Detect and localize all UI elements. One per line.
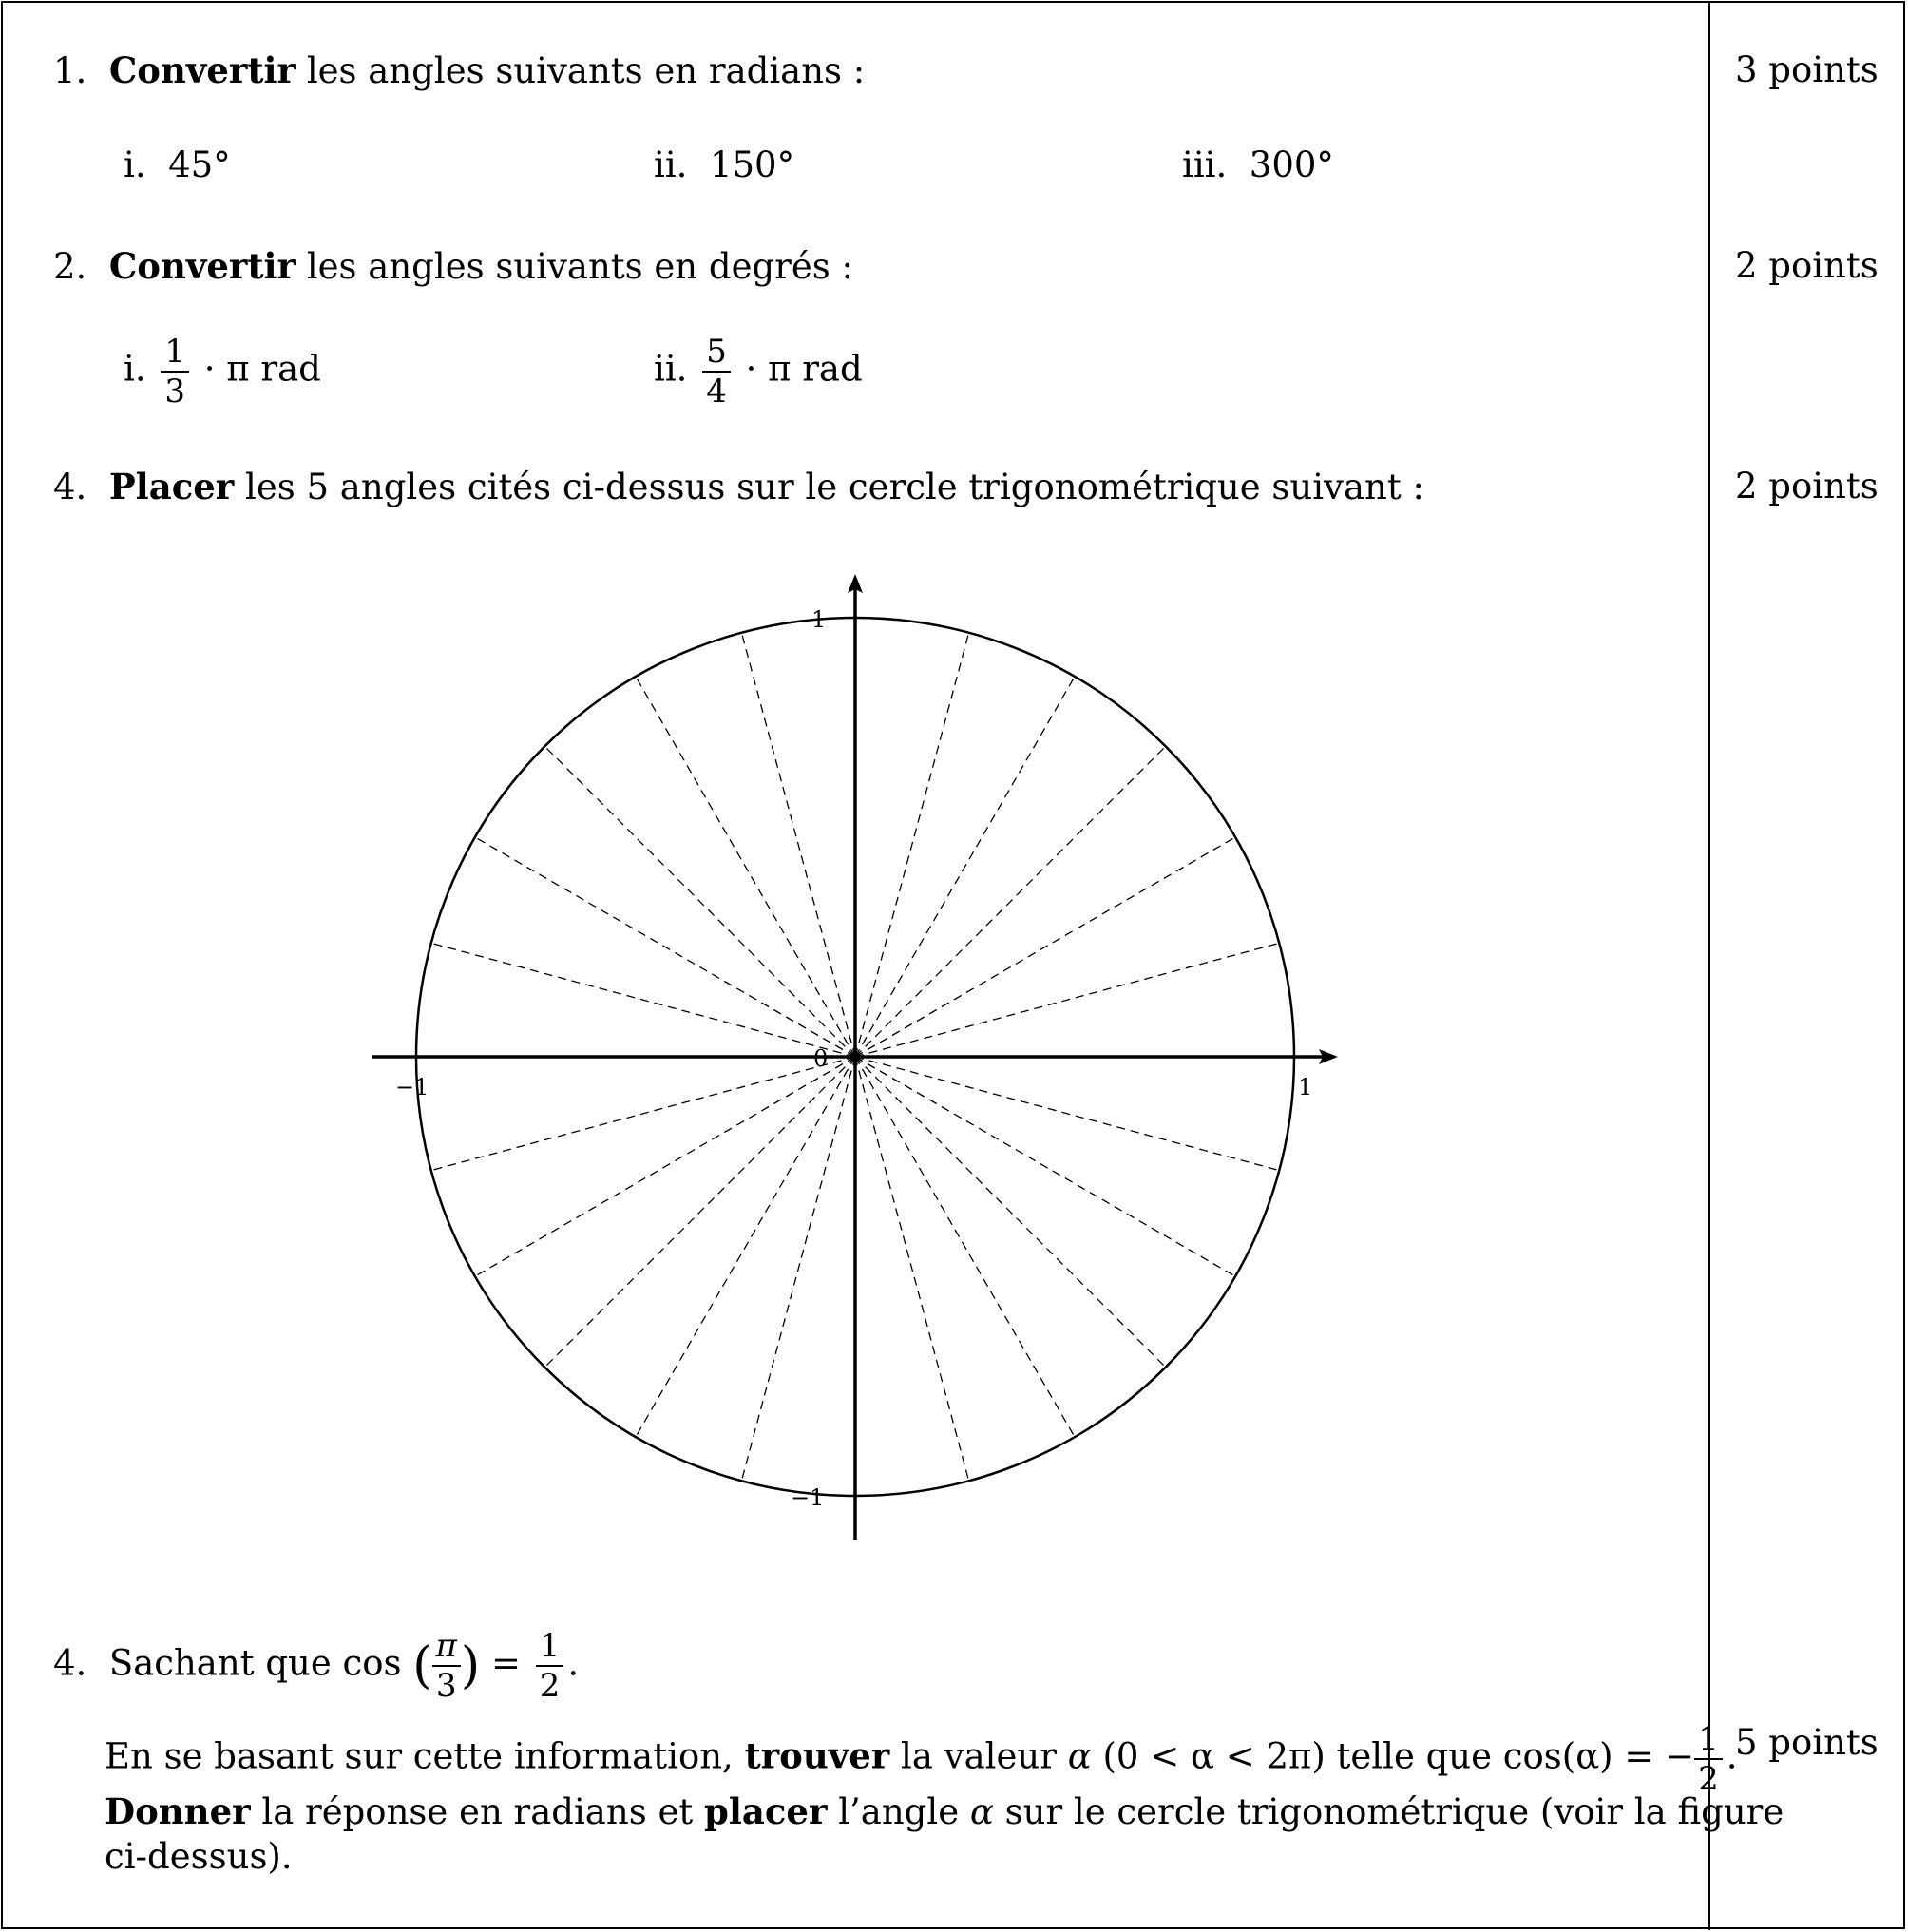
right-paren: ) [460, 1637, 481, 1694]
y-neg-label: −1 [791, 1484, 825, 1511]
x-neg-label: −1 [395, 1074, 429, 1100]
q2-item-ii-fraction [702, 333, 731, 411]
origin-label: 0 [813, 1045, 829, 1072]
radial-guide-line [855, 1057, 1235, 1276]
line-3-text-a: la réponse en radians et [261, 1791, 694, 1832]
radial-guide-line [855, 677, 1075, 1057]
q2-item-ii-label: ii. [654, 348, 688, 390]
question-2-verb: Convertir [108, 245, 296, 287]
question-3 [53, 466, 1424, 508]
line-1-period: . [567, 1642, 580, 1684]
line-2-alpha: α [1067, 1735, 1092, 1777]
question-3-number: 4. [53, 467, 87, 507]
question-3-text: les 5 angles cités ci-dessus sur le cercle trigonométrique suivant : [245, 467, 1424, 507]
line-2-period: . [1726, 1735, 1738, 1777]
trig-circle-figure [361, 570, 1349, 1559]
radial-guide-line [855, 1057, 969, 1481]
radial-guide-line [855, 943, 1279, 1057]
half-fraction [536, 1627, 564, 1705]
pi-over-3-fraction [432, 1627, 461, 1705]
question-3-verb: Placer [108, 466, 235, 507]
q1-item-i-label: i. [124, 144, 146, 185]
radial-guide-line [475, 1057, 855, 1276]
radial-guide-line [741, 633, 855, 1057]
radial-guide-line [741, 1057, 855, 1481]
question-4-line-3 [105, 1790, 1784, 1833]
q1-item-ii [654, 144, 794, 186]
half-numerator: 1 [536, 1627, 564, 1667]
radial-guide-line [855, 1057, 1279, 1171]
q2-item-ii-rest: · π rad [745, 348, 863, 390]
q1-item-ii-label: ii. [654, 144, 688, 185]
question-2-number: 2. [53, 246, 87, 287]
question-4-number: 4. [53, 1642, 87, 1684]
question-4-line-1 [53, 1627, 579, 1705]
question-1-text: les angles suivants en radians : [306, 50, 866, 91]
question-3-points: 2 points [1735, 466, 1879, 507]
half-denominator: 2 [539, 1667, 561, 1705]
radial-guide-line [431, 943, 855, 1057]
neg-half-denominator: 2 [1698, 1760, 1719, 1798]
question-4-line-4: ci-dessus). [105, 1836, 293, 1877]
q1-item-iii-label: iii. [1182, 144, 1228, 185]
radial-guide-line [431, 1057, 855, 1171]
radial-guide-line [855, 1057, 1075, 1437]
question-2-text: les angles suivants en degrés : [306, 246, 853, 287]
line-3-verb-2: placer [703, 1790, 828, 1832]
pi-denominator: 3 [435, 1667, 457, 1705]
points-column-divider [1708, 1, 1710, 1930]
q2-item-i-label: i. [124, 348, 146, 390]
pi-numerator: π [432, 1627, 461, 1667]
q2-item-i [124, 333, 321, 411]
radial-guide-line [855, 837, 1235, 1057]
radial-guide-line [544, 746, 855, 1057]
y-pos-label: 1 [811, 606, 827, 633]
question-1 [53, 49, 865, 92]
line-2-text-c: (0 < α < 2π) telle que cos(α) = − [1102, 1735, 1695, 1777]
question-4-intro: Sachant que cos [108, 1642, 402, 1684]
q1-item-i-value: 45° [168, 144, 231, 185]
q2-item-i-denominator: 3 [164, 373, 186, 411]
q1-item-iii [1182, 144, 1334, 186]
line-3-text-c: sur le cercle trigonométrique (voir la figure [1004, 1791, 1784, 1832]
equals-sign: = [490, 1642, 521, 1684]
q2-item-i-rest: · π rad [203, 348, 321, 390]
neg-half-fraction [1694, 1720, 1723, 1798]
q2-item-i-fraction [161, 333, 189, 411]
question-4-points: 5 points [1735, 1722, 1879, 1763]
q1-item-iii-value: 300° [1249, 144, 1334, 185]
x-pos-label: 1 [1298, 1074, 1313, 1100]
q1-item-ii-value: 150° [709, 144, 795, 185]
left-paren: ( [412, 1637, 432, 1694]
radial-guide-line [475, 837, 855, 1057]
question-2 [53, 245, 853, 288]
q2-item-ii-numerator: 5 [702, 333, 731, 373]
q2-item-ii [654, 333, 863, 411]
line-3-alpha: α [969, 1791, 994, 1832]
line-2-text-a: En se basant sur cette information, [105, 1735, 734, 1777]
radial-guide-line [636, 677, 855, 1057]
question-2-points: 2 points [1735, 245, 1879, 286]
line-3-verb: Donner [105, 1790, 251, 1832]
neg-half-numerator: 1 [1694, 1720, 1723, 1760]
radial-guide-line [855, 633, 969, 1057]
question-1-points: 3 points [1735, 49, 1879, 90]
radial-guide-line [636, 1057, 855, 1437]
q1-item-i [124, 144, 231, 186]
question-1-verb: Convertir [108, 49, 296, 91]
radial-guide-line [544, 1057, 855, 1368]
question-1-number: 1. [53, 50, 87, 91]
q2-item-ii-denominator: 4 [706, 373, 727, 411]
line-2-text-b: la valeur [901, 1735, 1057, 1777]
radial-guide-line [855, 746, 1166, 1057]
line-2-verb: trouver [744, 1734, 890, 1777]
question-4-line-2 [105, 1720, 1738, 1798]
line-3-text-b: l’angle [838, 1791, 960, 1832]
radial-guide-line [855, 1057, 1166, 1368]
q2-item-i-numerator: 1 [161, 333, 189, 373]
